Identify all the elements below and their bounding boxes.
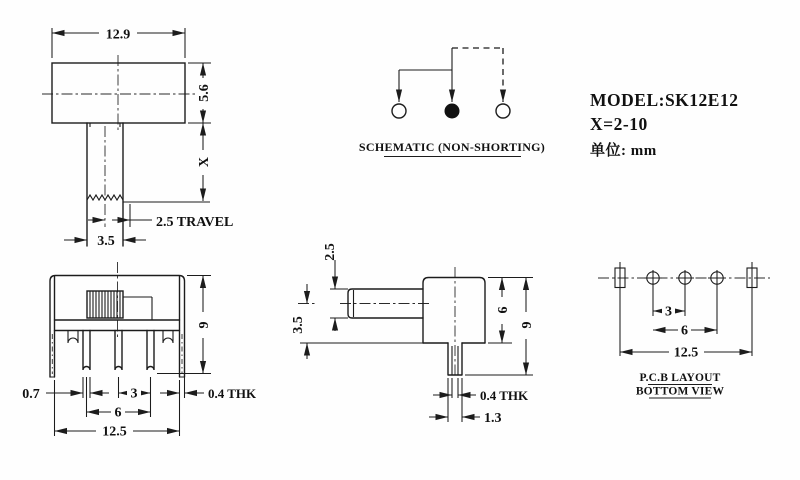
dim-front-stem-width: 3.5 <box>97 234 115 249</box>
title-block <box>590 90 738 159</box>
dim-side-stem-center: 3.5 <box>291 316 306 334</box>
unit-note: 单位: mm <box>590 143 657 159</box>
dim-bl-pin-width: 0.7 <box>22 387 40 402</box>
terminal-pin-3 <box>147 331 154 371</box>
dim-bl-span: 6 <box>114 405 122 421</box>
schematic-terminal-1 <box>392 104 406 118</box>
dim-side-overall-height: 9 <box>520 321 535 329</box>
pin-front-view <box>22 262 257 440</box>
pcb-caption-line1: P.C.B LAYOUT <box>639 372 721 384</box>
dim-front-stem-length: X <box>197 156 212 168</box>
model-number: MODEL:SK12E12 <box>590 90 739 110</box>
pcb-caption-line2: BOTTOM VIEW <box>635 385 725 398</box>
side-body-outline <box>423 278 485 344</box>
terminal-pin-1 <box>83 331 90 371</box>
front-view <box>42 25 233 249</box>
dim-bl-pitch: 3 <box>130 386 138 402</box>
x-range: X=2-10 <box>590 114 648 134</box>
dim-pcb-overall-width: 12.5 <box>673 345 699 361</box>
schematic-terminal-2 <box>496 104 510 118</box>
dim-front-travel: 2.5 TRAVEL <box>156 215 234 230</box>
schematic-caption: SCHEMATIC (NON-SHORTING) <box>358 140 546 154</box>
dim-pcb-span: 6 <box>681 323 688 339</box>
dim-bl-height: 9 <box>197 321 212 329</box>
dim-side-knob-thickness: 2.5 <box>323 243 338 261</box>
terminal-pin-2 <box>115 331 122 371</box>
dim-side-body-height: 6 <box>496 306 511 314</box>
dim-side-pin-width: 1.3 <box>484 411 502 426</box>
bracket-leg <box>68 331 78 344</box>
dim-front-width: 12.9 <box>105 27 131 43</box>
switch-body-outline <box>52 63 185 123</box>
dim-bl-overall-width: 12.5 <box>102 424 127 440</box>
dim-bl-thickness: 0.4 THK <box>208 386 257 401</box>
pcb-layout-view <box>598 262 770 398</box>
dim-front-body-height: 5.6 <box>197 84 212 102</box>
dim-side-thickness: 0.4 THK <box>480 388 529 403</box>
stem-break-line <box>87 195 123 200</box>
bracket-leg <box>163 331 173 344</box>
schematic-terminal-common <box>445 104 460 119</box>
dim-pcb-pitch: 3 <box>665 304 672 320</box>
side-view <box>291 243 535 426</box>
schematic-view <box>359 48 545 157</box>
